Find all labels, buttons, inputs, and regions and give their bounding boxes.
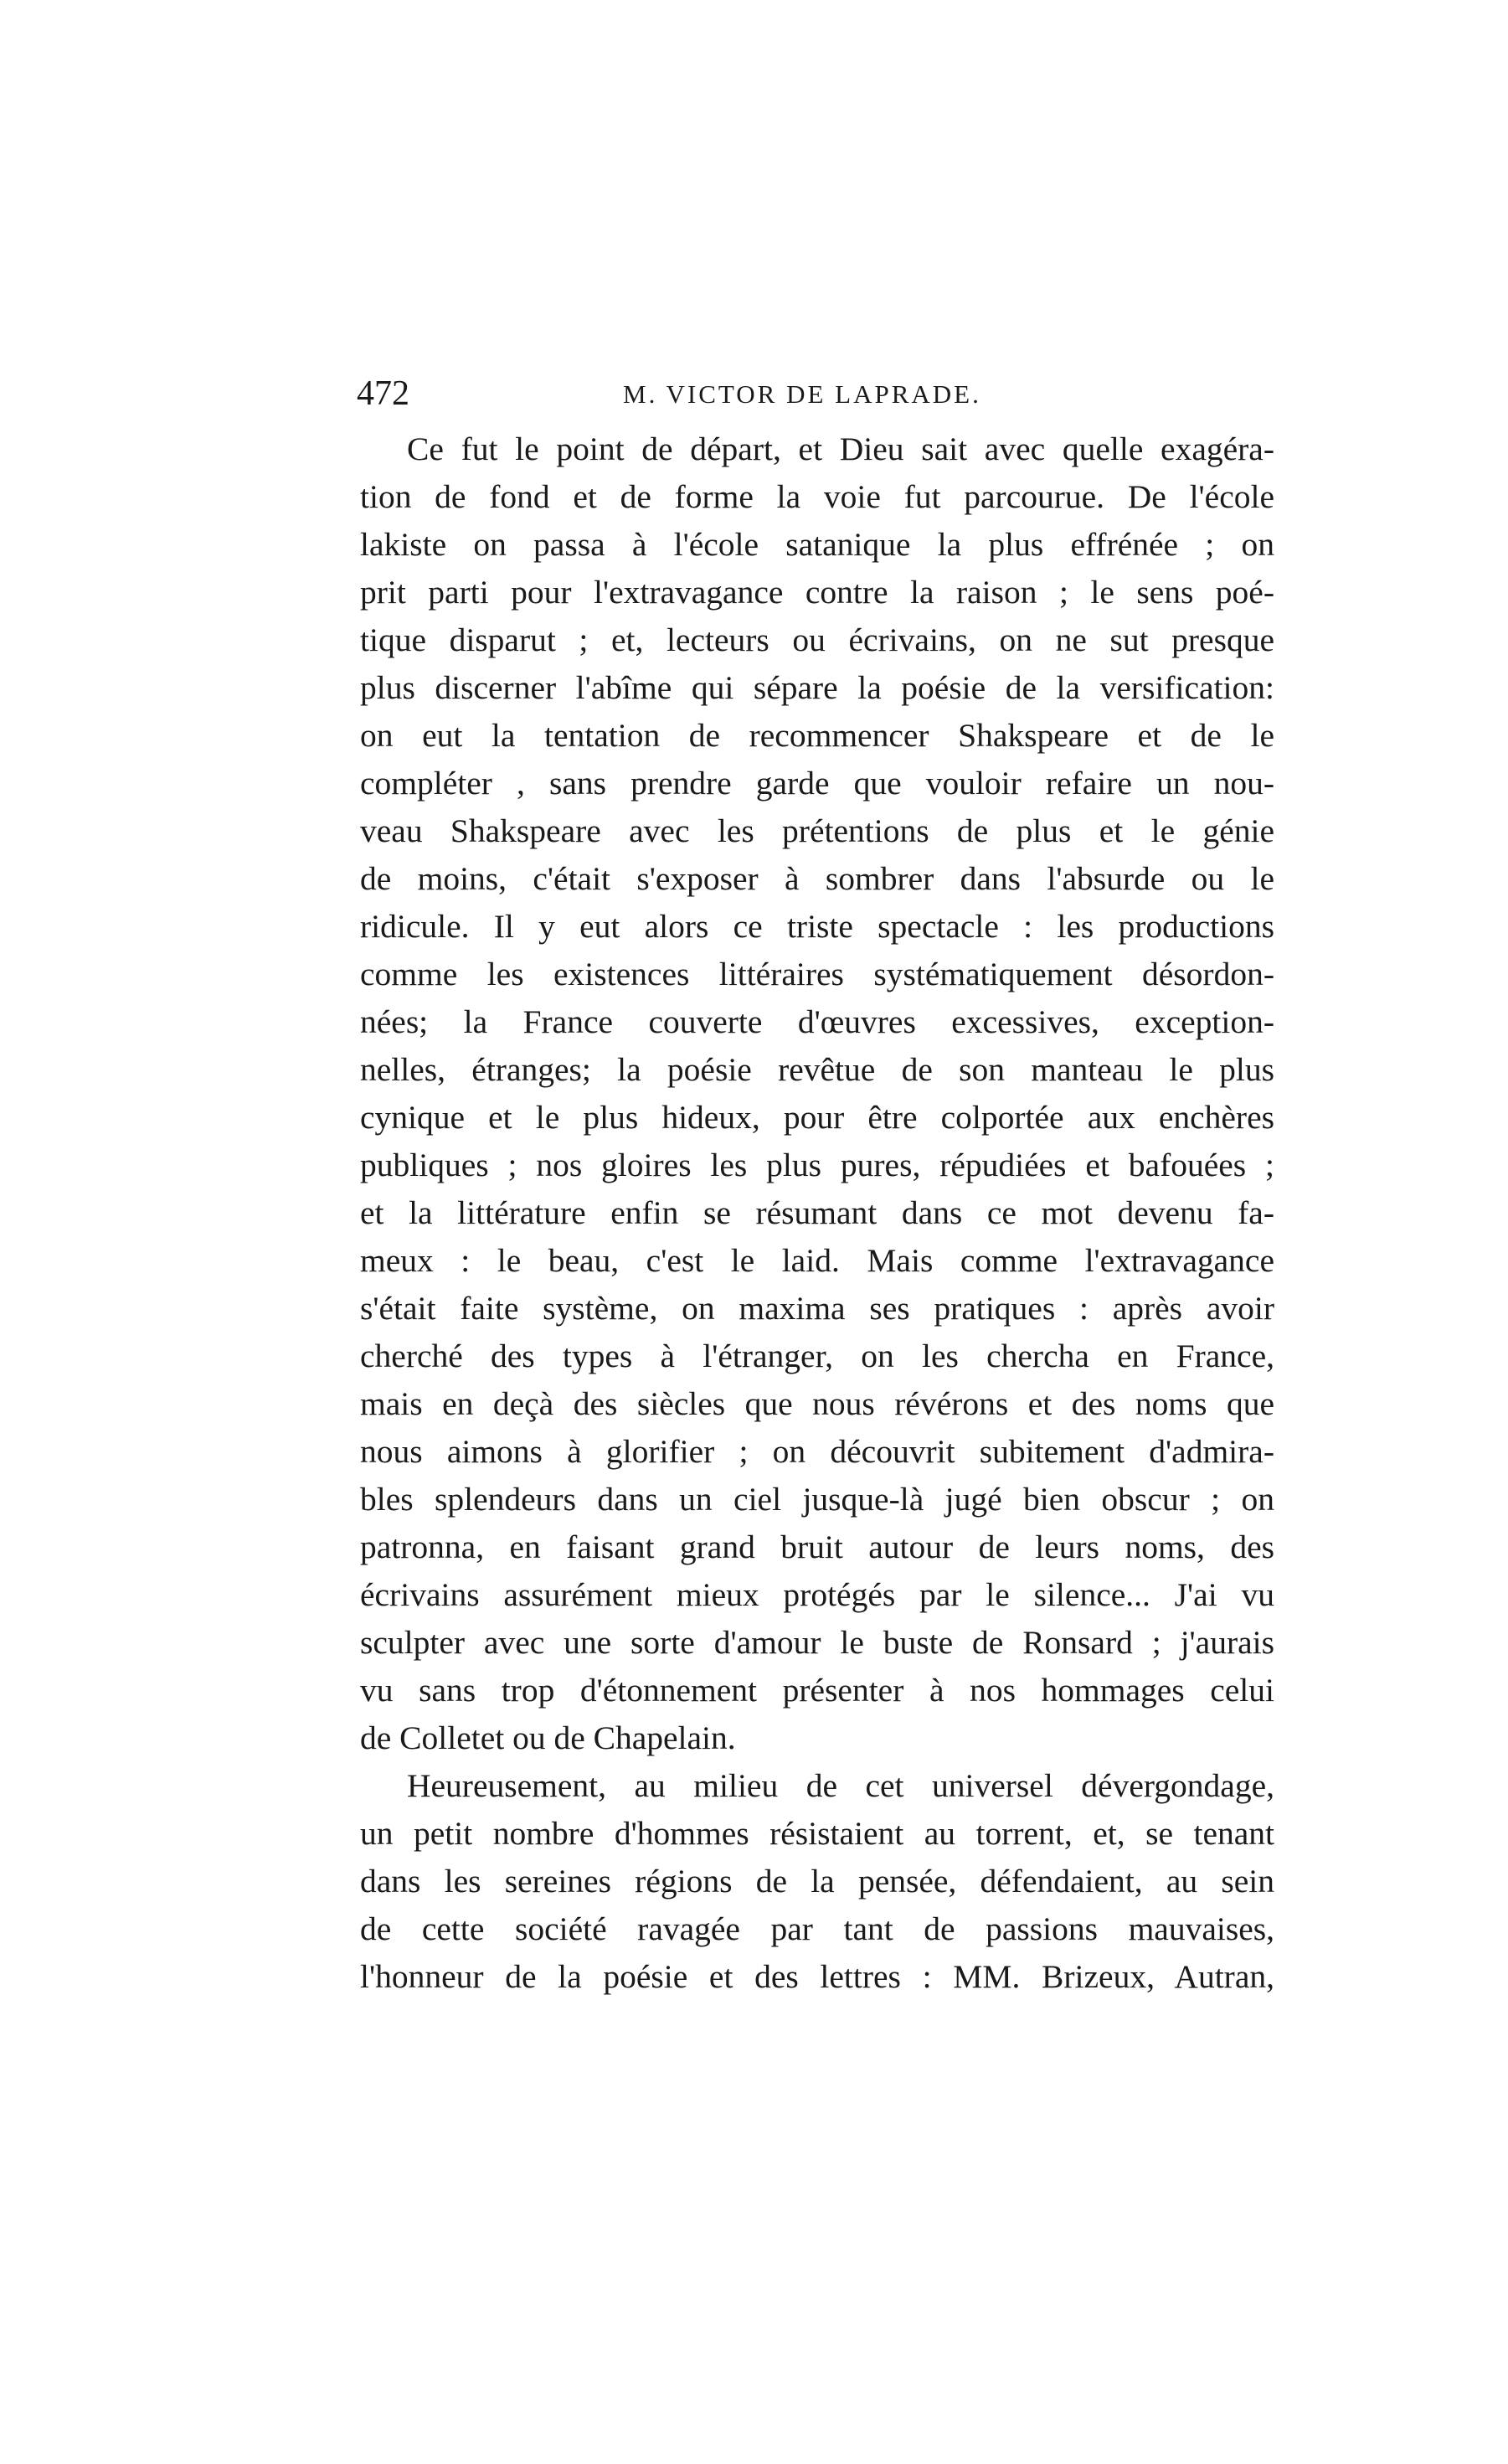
- running-head: M. VICTOR DE LAPRADE.: [623, 379, 981, 409]
- text-line: dans les sereines régions de la pensée, défendaient, au sein: [360, 1863, 1274, 1900]
- text-line: cynique et le plus hideux, pour être colportée aux enchères: [360, 1099, 1274, 1136]
- text-line: un petit nombre d'hommes résistaient au torrent, et, se tenant: [360, 1815, 1274, 1852]
- text-line: tique disparut ; et, lecteurs ou écrivains, on ne sut presque: [360, 621, 1274, 658]
- text-line: patronna, en faisant grand bruit autour de leurs noms, des: [360, 1528, 1274, 1565]
- text-line: tion de fond et de forme la voie fut parcourue. De l'école: [360, 478, 1274, 515]
- text-line: ridicule. Il y eut alors ce triste spectacle : les productions: [360, 908, 1274, 945]
- text-line: prit parti pour l'extravagance contre la raison ; le sens poé-: [360, 574, 1274, 611]
- text-line: Ce fut le point de départ, et Dieu sait avec quelle exagéra-: [407, 430, 1274, 467]
- text-line: écrivains assurément mieux protégés par le silence... J'ai vu: [360, 1576, 1274, 1613]
- text-line: nous aimons à glorifier ; on découvrit subitement d'admira-: [360, 1433, 1274, 1470]
- text-line: Heureusement, au milieu de cet universel dévergondage,: [407, 1767, 1274, 1804]
- body-text: [360, 425, 1274, 2001]
- text-line: bles splendeurs dans un ciel jusque-là jugé bien obscur ; on: [360, 1481, 1274, 1518]
- text-line: mais en deçà des siècles que nous révérons et des noms que: [360, 1385, 1274, 1422]
- text-line: nelles, étranges; la poésie revêtue de son manteau le plus: [360, 1051, 1274, 1088]
- text-line: nées; la France couverte d'œuvres excessives, exception-: [360, 1003, 1274, 1040]
- text-line: vu sans trop d'étonnement présenter à nos hommages celui: [360, 1672, 1274, 1709]
- text-line: de moins, c'était s'exposer à sombrer dans l'absurde ou le: [360, 860, 1274, 897]
- text-line: plus discerner l'abîme qui sépare la poésie de la versification:: [360, 669, 1274, 706]
- text-line: publiques ; nos gloires les plus pures, répudiées et bafouées ;: [360, 1147, 1274, 1183]
- text-line: s'était faite système, on maxima ses pratiques : après avoir: [360, 1290, 1274, 1327]
- page-header: [357, 369, 1278, 419]
- text-line: on eut la tentation de recommencer Shakspeare et de le: [360, 717, 1274, 754]
- text-line: comme les existences littéraires systématiquement désordon-: [360, 956, 1274, 992]
- page-number: 472: [357, 374, 409, 413]
- text-line: lakiste on passa à l'école satanique la plus effrénée ; on: [360, 526, 1274, 563]
- paragraph: [360, 1762, 1274, 2001]
- text-line: de cette société ravagée par tant de passions mauvaises,: [360, 1910, 1274, 1947]
- text-line: compléter , sans prendre garde que vouloir refaire un nou-: [360, 765, 1274, 802]
- text-line: sculpter avec une sorte d'amour le buste de Ronsard ; j'aurais: [360, 1624, 1274, 1661]
- text-line: meux : le beau, c'est le laid. Mais comme l'extravagance: [360, 1242, 1274, 1279]
- text-line: de Colletet ou de Chapelain.: [360, 1719, 736, 1756]
- text-line: et la littérature enfin se résumant dans ce mot devenu fa-: [360, 1194, 1274, 1231]
- paragraph: [360, 425, 1274, 1762]
- text-line: cherché des types à l'étranger, on les chercha en France,: [360, 1338, 1274, 1374]
- text-line: veau Shakspeare avec les prétentions de plus et le génie: [360, 812, 1274, 849]
- text-line: l'honneur de la poésie et des lettres : MM. Brizeux, Autran,: [360, 1958, 1274, 1995]
